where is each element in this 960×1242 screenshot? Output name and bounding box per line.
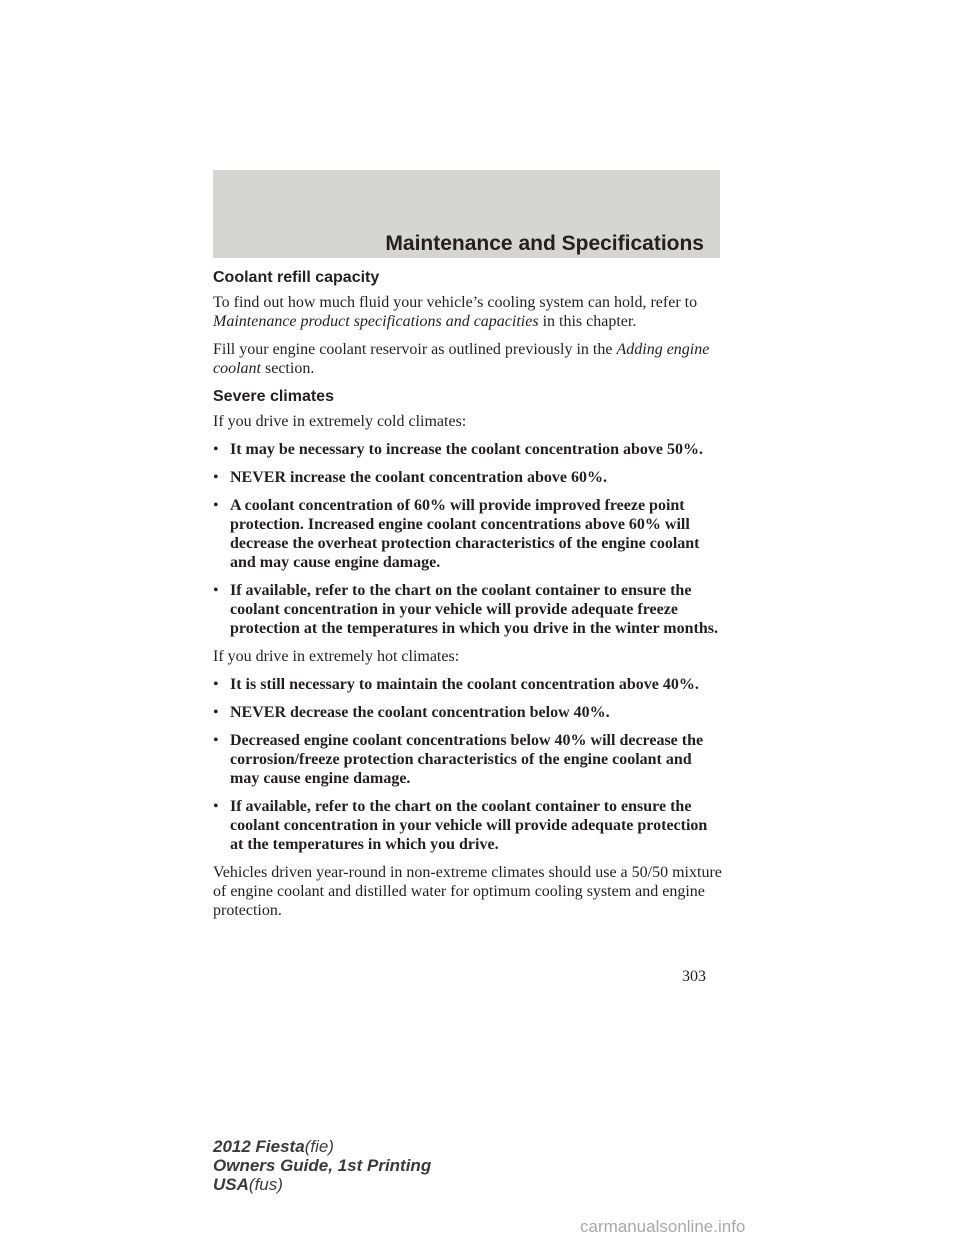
list-item bbox=[213, 675, 723, 694]
refill-paragraph-2 bbox=[213, 340, 723, 378]
watermark: carmanualsonline.info bbox=[580, 1217, 746, 1236]
footer-line-3 bbox=[213, 1175, 431, 1194]
list-item-text: It is still necessary to maintain the coolant concentration above 40%. bbox=[230, 676, 699, 693]
bullet-icon: • bbox=[213, 676, 219, 693]
footer-market: USA bbox=[213, 1175, 249, 1194]
section-header-band bbox=[213, 170, 720, 258]
bullet-icon: • bbox=[213, 704, 219, 721]
hot-climates-list bbox=[213, 675, 723, 854]
list-item-text: NEVER increase the coolant concentration above 60%. bbox=[230, 469, 607, 486]
refill-p2-text-a: Fill your engine coolant reservoir as outlined previously in the bbox=[213, 341, 617, 358]
cold-climates-intro: If you drive in extremely cold climates: bbox=[213, 413, 467, 430]
refill-p2-text-b: section. bbox=[261, 360, 315, 377]
list-item-text: If available, refer to the chart on the coolant container to ensure the coolant concentration in your vehicle will provide adequate freeze protection at the temperatures in which you drive in the winter months. bbox=[230, 582, 718, 637]
page-number: 303 bbox=[682, 968, 706, 985]
refill-p1-text-b: in this chapter. bbox=[538, 313, 637, 330]
closing-paragraph: Vehicles driven year-round in non-extreme climates should use a 50/50 mixture of engine coolant and distilled water for optimum cooling system and engine protection. bbox=[213, 864, 722, 919]
list-item bbox=[213, 440, 723, 459]
bullet-icon: • bbox=[213, 441, 219, 458]
hot-climates-intro: If you drive in extremely hot climates: bbox=[213, 648, 460, 665]
bullet-icon: • bbox=[213, 582, 219, 599]
section-title: Maintenance and Specifications bbox=[385, 232, 704, 255]
footer-model-code: (fie) bbox=[304, 1137, 334, 1156]
cold-climates-list bbox=[213, 440, 723, 638]
refill-p1-text-a: To find out how much fluid your vehicle’s cooling system can hold, refer to bbox=[213, 294, 698, 311]
print-footer bbox=[213, 1137, 431, 1194]
list-item bbox=[213, 581, 723, 638]
list-item bbox=[213, 468, 723, 487]
list-item-text: If available, refer to the chart on the coolant container to ensure the coolant concentration in your vehicle will provide adequate protection at the temperatures in which you drive. bbox=[230, 798, 708, 853]
bullet-icon: • bbox=[213, 732, 219, 749]
list-item-text: Decreased engine coolant concentrations below 40% will decrease the corrosion/freeze protection characteristics of the engine coolant and may cause engine damage. bbox=[230, 732, 704, 787]
list-item bbox=[213, 797, 723, 854]
list-item-text: It may be necessary to increase the coolant concentration above 50%. bbox=[230, 441, 703, 458]
page-content bbox=[213, 268, 723, 929]
list-item bbox=[213, 731, 723, 788]
footer-printing: Owners Guide, 1st Printing bbox=[213, 1156, 432, 1175]
refill-p1-reference: Maintenance product specifications and capacities bbox=[213, 313, 539, 330]
footer-line-1 bbox=[213, 1137, 431, 1156]
list-item bbox=[213, 496, 723, 572]
refill-paragraph-1 bbox=[213, 293, 723, 331]
refill-p2-reference: Adding engine coolant bbox=[213, 341, 710, 377]
refill-heading: Coolant refill capacity bbox=[213, 269, 380, 286]
footer-market-code: (fus) bbox=[248, 1175, 283, 1194]
footer-line-2 bbox=[213, 1156, 431, 1175]
bullet-icon: • bbox=[213, 497, 219, 514]
bullet-icon: • bbox=[213, 469, 219, 486]
bullet-icon: • bbox=[213, 798, 219, 815]
list-item-text: A coolant concentration of 60% will provide improved freeze point protection. Increased engine coolant concentrations above 60% will decrease the overheat protection characteristics of the engine coolant and may cause engine damage. bbox=[230, 497, 700, 571]
severe-climates-heading: Severe climates bbox=[213, 388, 334, 405]
footer-model: 2012 Fiesta bbox=[213, 1137, 305, 1156]
list-item bbox=[213, 703, 723, 722]
list-item-text: NEVER decrease the coolant concentration below 40%. bbox=[230, 704, 610, 721]
